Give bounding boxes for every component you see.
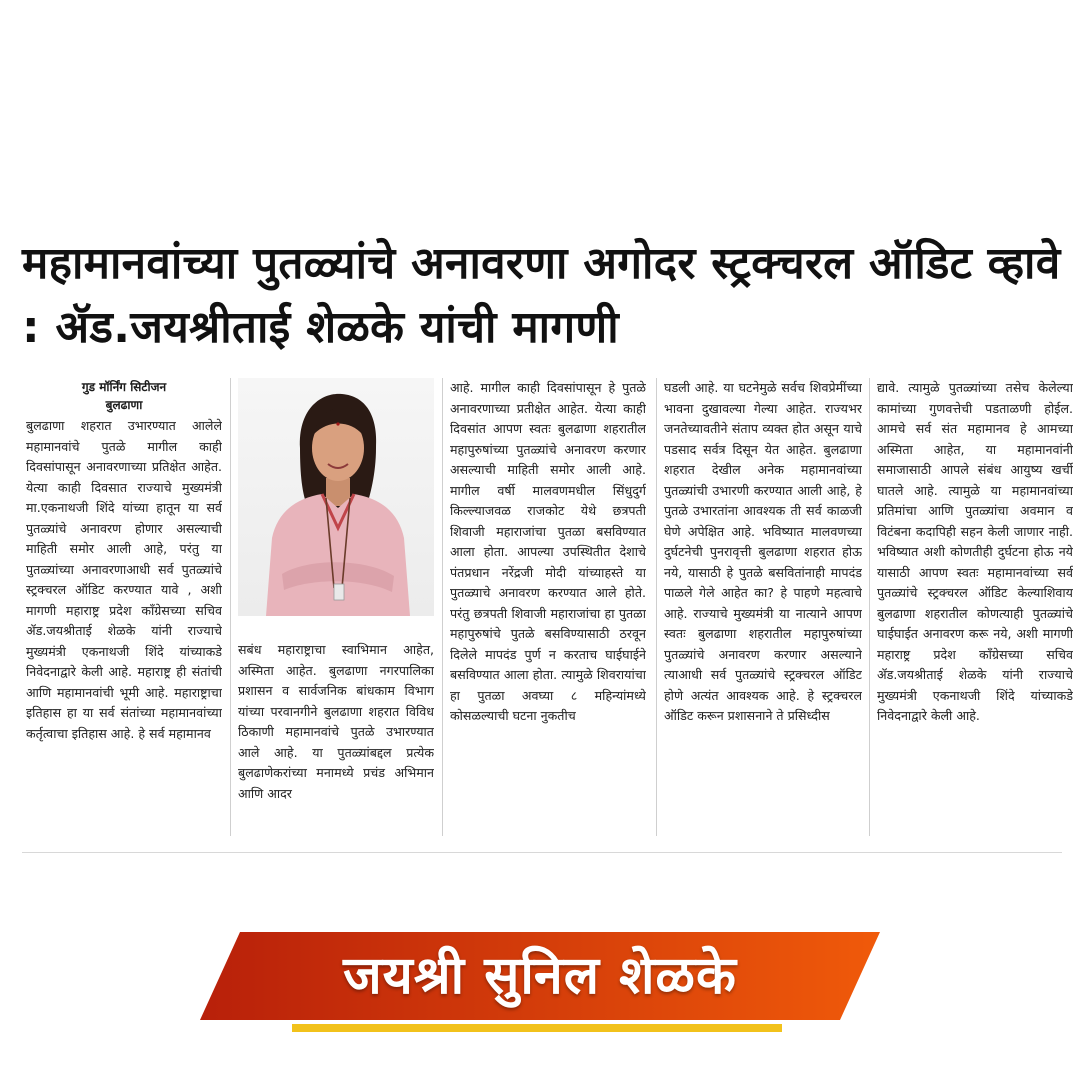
column-divider [656,378,657,836]
article-bottom-rule [22,852,1062,853]
banner-name: जयश्री सुनिल शेळके [343,946,737,1006]
column-divider [442,378,443,836]
column-divider [230,378,231,836]
article-column-1: बुलढाणा शहरात उभारण्यात आलेले महामानवांचे पुतळे मागील काही दिवसांपासून अनावरणाच्या प्रतिक्षेत आहेत. येत्या काही दिवसात राज्याचे मुख्यमंत्री मा.एकनाथजी शिंदे यांच्या हातून या सर्व पुतळ्यांचे अनावरण होणार असल्याची माहिती समोर आली आहे, परंतु या पुतळ्यांच्या अनावरणाआधी सर्व पुतळ्यांचे स्ट्रक्चरल ऑडिट करण्यात यावे , अशी मागणी महाराष्ट्र प्रदेश काँग्रेसच्या सचिव ॲड.जयश्रीताई शेळके यांनी राज्याचे मुख्यमंत्री एकनाथजी शिंदे यांच्याकडे निवेदनाद्वारे केली आहे. महाराष्ट्र ही संतांची आणि महामानवांची भूमी आहे. महाराष्ट्राचा इतिहास हा या सर्व संतांच्या महामानवांच्या कर्तृत्वाचा इतिहास आहे. हे सर्व महामानव [26,418,222,741]
headline: महामानवांच्या पुतळ्यांचे अनावरणा अगोदर स्ट्रक्चरल ऑडिट व्हावे : ॲड.जयश्रीताई शेळके यांची मागणी [22,238,1061,353]
byline-source: गुड मॉर्निंग सिटीजन [81,380,167,394]
byline [26,378,222,414]
banner-underline [292,1024,782,1032]
portrait-illustration [238,378,434,616]
column-divider [869,378,870,836]
byline-place: बुलढाणा [105,398,143,412]
article-body [22,378,1072,838]
article-column-5: द्यावे. त्यामुळे पुतळ्यांच्या तसेच केलेल्या कामांच्या गुणवत्तेची पडताळणी होईल. आमचे सर्व संत महामानव हे आमच्या अस्मिता आहेत, या महामानवांनी समाजासाठी आपले संबंध आयुष्य खर्ची घातले आहे. त्यामुळे या महामानवांच्या प्रतिमांचा आणि पुतळ्यांचा अवमान व विटंबना कदापिही सहन केली जाणार नाही. भविष्यात अशी कोणतीही दुर्घटना होऊ नये यासाठी आपण स्वतः महामानवांच्या सर्व पुतळ्यांचे स्ट्रक्चरल ऑडिट केल्याशिवाय बुलढाणा शहरातील कोणत्याही पुतळ्यांचे घाईघाईत अनावरण करू नये, अशी मागणी महाराष्ट्र प्रदेश काँग्रेसच्या सचिव ॲड.जयश्रीताई शेळके यांनी राज्याचे मुख्यमंत्री एकनाथजी शिंदे यांच्याकडे निवेदनाद्वारे केली आहे. [877,380,1073,723]
article-column-4: घडली आहे. या घटनेमुळे सर्वच शिवप्रेमींच्या भावना दुखावल्या गेल्या आहेत. राज्यभर जनतेच्यावतीने संताप व्यक्त होत असून याचे पडसाद सर्वत्र दिसून येत आहेत. बुलढाणा शहरात देखील अनेक महामानवांच्या पुतळ्यांची उभारणी करण्यात आली आहे, हे पुतळे उभारतांना आवश्यक ती सर्व काळजी घेणे अपेक्षित आहे. भविष्यात मालवणच्या दुर्घटनेची पुनरावृत्ती बुलढाणा शहरात होऊ नये, यासाठी हे पुतळे बसवितांनाही मापदंड पाळले गेले आहेत का? हे पाहणे महत्वाचे आहे. राज्याचे मुख्यमंत्री या नात्याने आपण स्वतः बुलढाणा शहरातील महापुरुषांच्या पुतळ्यांचे अनावरण करणार असल्याने त्याआधी सर्व पुतळ्यांचे स्ट्रक्चरल ऑडिट होणे अत्यंत आवश्यक आहे. हे स्ट्रक्चरल ऑडिट करून प्रशासनाने ते प्रसिध्दीस [664,380,862,723]
portrait-photo [238,378,434,616]
name-banner [200,932,880,1020]
article-column-3: आहे. मागील काही दिवसांपासून हे पुतळे अनावरणाच्या प्रतीक्षेत आहेत. येत्या काही दिवसांत आपण स्वतः बुलढाणा शहरातील महापुरुषांच्या पुतळ्यांचे अनावरण करणार असल्याची माहिती समोर आली आहे. मागील वर्षी मालवणमधील सिंधुदुर्ग किल्ल्याजवळ राजकोट येथे छत्रपती शिवाजी महाराजांचा पुतळा बसविण्यात आला होता. आपल्या उपस्थितीत देशाचे पंतप्रधान नरेंद्रजी मोदी यांच्याहस्ते या पुतळ्याचे अनावरण करण्यात आले होते. परंतु छत्रपती शिवाजी महाराजांचा हा पुतळा महापुरुषांचे पुतळे बसविण्यासाठी ठरवून दिलेले मापदंड पुर्ण न करताच घाईघाईने बसविण्यात आला होता. त्यामुळे शिवरायांचा हा पुतळा अवघ्या ८ महिन्यांमध्ये कोसळल्याची घटना नुकतीच [450,380,646,723]
article-column-2: सबंध महाराष्ट्राचा स्वाभिमान आहेत, अस्मिता आहेत. बुलढाणा नगरपालिका प्रशासन व सार्वजनिक बांधकाम विभाग यांच्या परवानगीने बुलढाणा शहरात विविध ठिकाणी महामानवांचे पुतळे उभारण्यात आले आहे. या पुतळ्यांबद्दल प्रत्येक बुलढाणेकरांच्या मनामध्ये प्रचंड अभिमान आणि आदर [238,642,434,801]
